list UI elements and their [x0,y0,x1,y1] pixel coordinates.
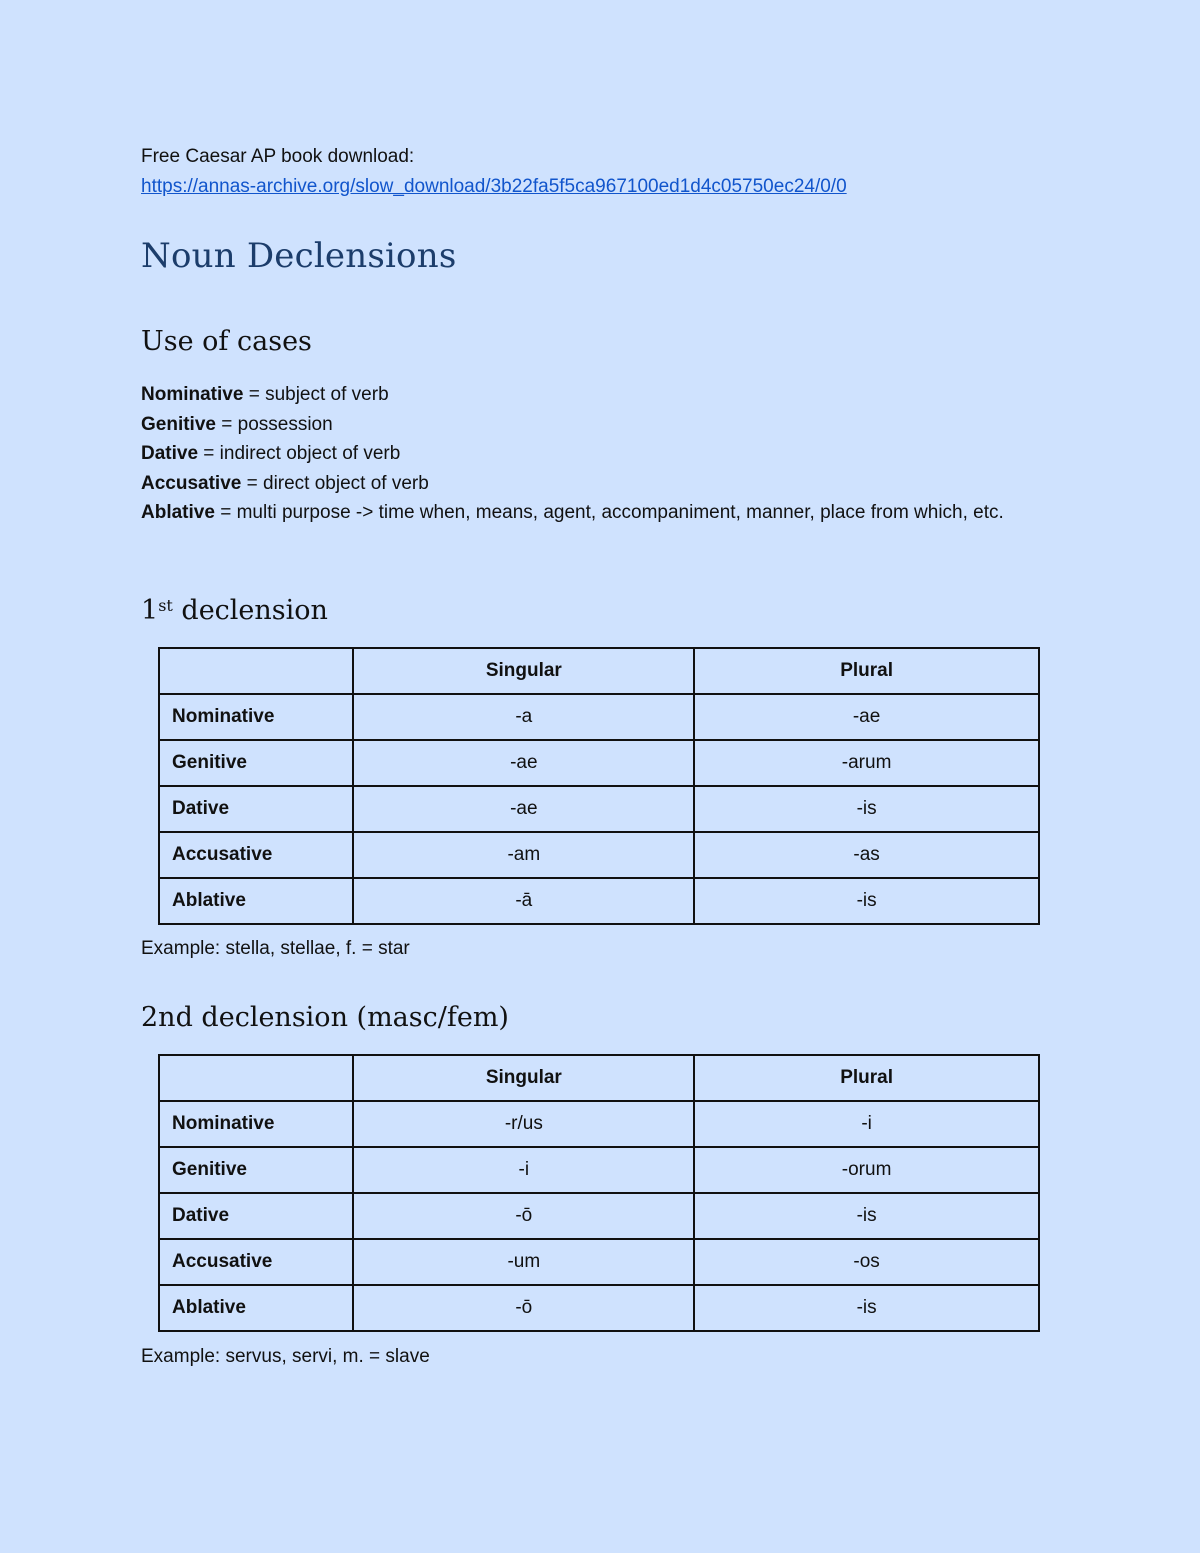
plural-ending-cell: -os [694,1239,1039,1285]
case-cell: Accusative [159,1239,353,1285]
header-cell [159,648,353,694]
intro-text: Free Caesar AP book download: [141,146,415,167]
table-row [159,878,1039,924]
case-cell: Nominative [159,1101,353,1147]
table-row [159,1193,1039,1239]
header-cell-singular: Singular [353,648,694,694]
cases-list [141,380,1021,528]
case-desc: = indirect object of verb [198,443,401,465]
case-item-accusative [141,469,1021,499]
case-item-nominative [141,380,1021,410]
table-header-row [159,1055,1039,1101]
plural-ending-cell: -is [694,1285,1039,1331]
table-row [159,832,1039,878]
table-row [159,740,1039,786]
case-name: Ablative [141,502,215,524]
first-declension-example: Example: stella, stellae, f. = star [141,938,410,959]
singular-ending-cell: -um [353,1239,694,1285]
table-header-row [159,648,1039,694]
case-desc: = direct object of verb [241,472,429,494]
singular-ending-cell: -ō [353,1193,694,1239]
intro-block [141,142,847,202]
case-item-dative [141,439,1021,469]
case-cell: Genitive [159,1147,353,1193]
singular-ending-cell: -am [353,832,694,878]
header-cell-plural: Plural [694,648,1039,694]
singular-ending-cell: -ae [353,786,694,832]
singular-ending-cell: -ō [353,1285,694,1331]
table-row [159,1147,1039,1193]
second-declension-heading: 2nd declension (masc/fem) [141,1002,509,1033]
case-name: Accusative [141,472,242,494]
case-desc: = subject of verb [243,384,389,405]
case-name: Dative [141,443,199,465]
case-cell: Accusative [159,832,353,878]
case-cell: Ablative [159,1285,353,1331]
case-item-ablative [141,498,1021,528]
plural-ending-cell: -orum [694,1147,1039,1193]
singular-ending-cell: -a [353,694,694,740]
case-cell: Genitive [159,740,353,786]
header-cell-singular: Singular [353,1055,694,1101]
first-declension-heading [141,595,328,626]
use-of-cases-heading: Use of cases [141,326,312,357]
case-cell: Nominative [159,694,353,740]
header-cell [159,1055,353,1101]
case-desc: = multi purpose -> time when, means, agent, accompaniment, manner, place from which, etc. [214,502,1004,524]
table-row [159,1239,1039,1285]
case-name: Genitive [141,413,216,435]
table-row [159,1285,1039,1331]
heading-number: 1 [141,595,159,626]
case-cell: Dative [159,1193,353,1239]
heading-text: declension [172,595,328,626]
case-cell: Dative [159,786,353,832]
singular-ending-cell: -ae [353,740,694,786]
singular-ending-cell: -i [353,1147,694,1193]
plural-ending-cell: -i [694,1101,1039,1147]
plural-ending-cell: -is [694,878,1039,924]
plural-ending-cell: -is [694,1193,1039,1239]
singular-ending-cell: -r/us [353,1101,694,1147]
table-row [159,1101,1039,1147]
table-row [159,694,1039,740]
plural-ending-cell: -ae [694,694,1039,740]
case-name: Nominative [141,384,244,405]
case-desc: = possession [215,413,333,435]
table-row [159,786,1039,832]
case-cell: Ablative [159,878,353,924]
singular-ending-cell: -ā [353,878,694,924]
download-link[interactable]: https://annas-archive.org/slow_download/3b22fa5f5ca967100ed1d4c05750ec24/0/0 [141,176,847,197]
header-cell-plural: Plural [694,1055,1039,1101]
second-declension-example: Example: servus, servi, m. = slave [141,1346,430,1367]
second-declension-table [158,1054,1040,1332]
plural-ending-cell: -as [694,832,1039,878]
first-declension-table [158,647,1040,925]
plural-ending-cell: -arum [694,740,1039,786]
case-item-genitive [141,410,1021,440]
page-title: Noun Declensions [141,236,457,276]
plural-ending-cell: -is [694,786,1039,832]
heading-ordinal-suffix: st [158,596,173,615]
